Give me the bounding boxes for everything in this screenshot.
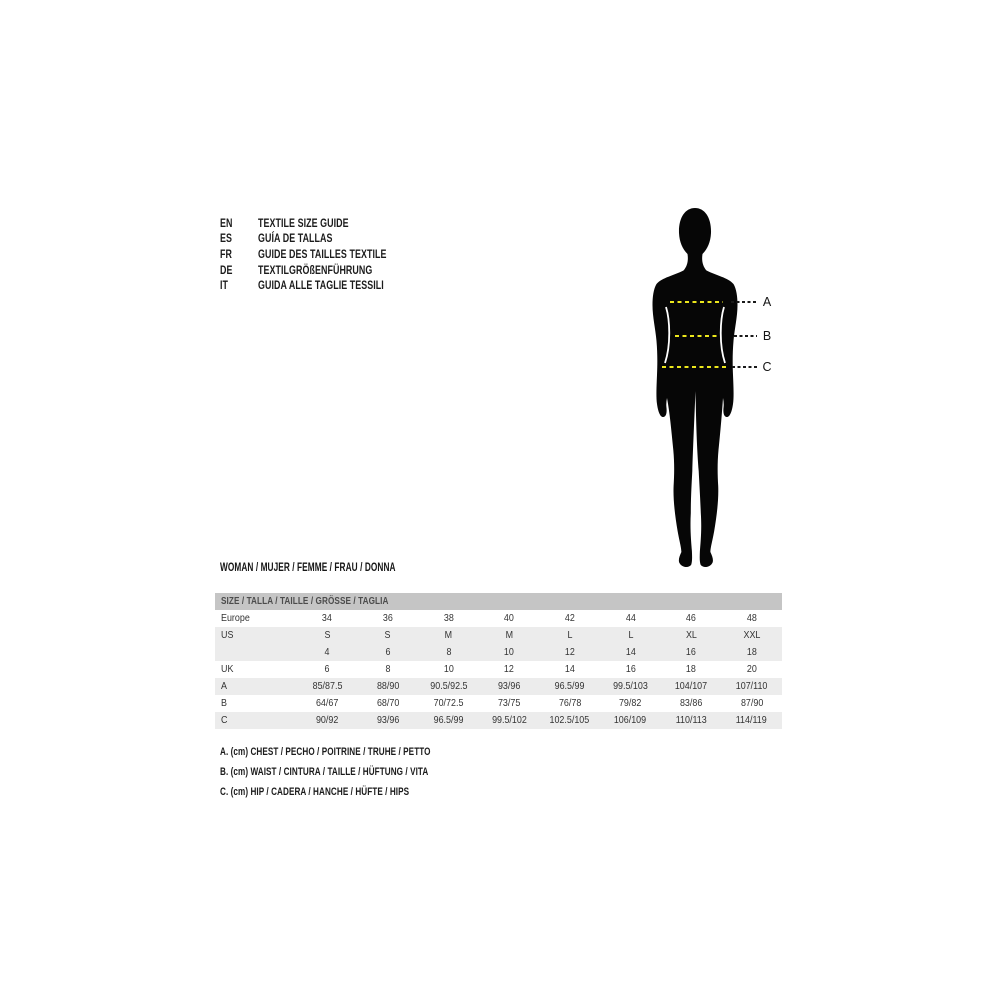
size-cell: [297, 610, 358, 627]
size-cell-text: 99.5/102: [491, 714, 527, 726]
size-cell-text: 83/86: [679, 697, 703, 709]
size-cell-text: 10: [443, 663, 454, 675]
note-text: B. (cm) WAIST / CINTURA / TAILLE / HÜFTUNG / VITA: [220, 766, 429, 778]
size-cell-text: 10: [504, 646, 515, 658]
size-cell-text: 36: [382, 612, 393, 624]
chest-dash-line: [670, 301, 723, 303]
size-cell-text: 12: [564, 646, 575, 658]
size-cell-text: 102.5/105: [549, 714, 590, 726]
language-code-text: FR: [220, 246, 232, 261]
size-cell-text: 96.5/99: [433, 714, 464, 726]
row-label: [215, 712, 297, 729]
size-cell-text: 8: [385, 663, 391, 675]
size-cell: [297, 712, 358, 729]
size-cell: [721, 695, 782, 712]
size-cell: [721, 661, 782, 678]
size-cell: [600, 712, 661, 729]
language-title-text: TEXTILE SIZE GUIDE: [258, 215, 349, 230]
row-label: [215, 695, 297, 712]
size-cell-text: XXL: [743, 629, 761, 641]
size-cell-text: 42: [564, 612, 575, 624]
size-cell: [600, 627, 661, 644]
size-cell: [540, 610, 601, 627]
row-label-text: US: [221, 629, 234, 641]
size-cell: [418, 661, 479, 678]
size-cell-text: 88/90: [376, 680, 400, 692]
language-title-text: GUÍA DE TALLAS: [258, 231, 333, 246]
row-label: [215, 644, 297, 661]
size-cell: [721, 644, 782, 661]
size-cell: [661, 678, 722, 695]
size-cell: [358, 610, 419, 627]
size-cell: [540, 678, 601, 695]
size-cell: [600, 610, 661, 627]
hip-dash-line: [662, 366, 726, 368]
size-cell: [479, 644, 540, 661]
size-cell: [661, 610, 722, 627]
language-code-text: ES: [220, 231, 233, 246]
table-row: [215, 644, 782, 661]
size-cell-text: 114/119: [736, 714, 768, 726]
size-cell-text: 68/70: [376, 697, 400, 709]
size-cell: [479, 695, 540, 712]
size-cell: [418, 627, 479, 644]
language-row: [220, 215, 432, 231]
size-cell: [600, 678, 661, 695]
size-cell-text: 8: [446, 646, 452, 658]
table-row: [215, 695, 782, 712]
size-cell-text: M: [505, 629, 513, 641]
row-label: [215, 661, 297, 678]
size-cell-text: 104/107: [674, 680, 708, 692]
size-cell: [540, 695, 601, 712]
size-cell: [661, 695, 722, 712]
size-cell-text: 38: [443, 612, 454, 624]
size-cell-text: L: [627, 629, 633, 641]
size-cell: [479, 661, 540, 678]
note-text: A. (cm) CHEST / PECHO / POITRINE / TRUHE / PETTO: [220, 746, 431, 758]
size-cell: [418, 678, 479, 695]
language-code: [220, 231, 258, 245]
size-table-header: SIZE / TALLA / TAILLE / GRÖSSE / TAGLIA: [215, 593, 782, 610]
language-title: [258, 216, 380, 230]
language-code-text: EN: [220, 215, 233, 230]
size-cell: [479, 678, 540, 695]
language-title-text: GUIDA ALLE TAGLIE TESSILI: [258, 278, 384, 293]
size-cell: [721, 627, 782, 644]
size-cell: [418, 712, 479, 729]
language-list: [220, 215, 432, 293]
table-row: [215, 712, 782, 729]
size-cell: [358, 661, 419, 678]
size-table-body: [215, 610, 782, 729]
size-cell-text: L: [567, 629, 573, 641]
language-row: [220, 277, 432, 293]
measurement-label-a: A: [762, 295, 772, 309]
table-row: [215, 610, 782, 627]
size-cell: [297, 661, 358, 678]
size-cell: [358, 627, 419, 644]
size-cell-text: 64/67: [316, 697, 339, 709]
size-cell: [297, 695, 358, 712]
size-cell-text: 85/87.5: [312, 680, 343, 692]
size-cell: [540, 644, 601, 661]
size-cell: [297, 644, 358, 661]
size-cell: [358, 712, 419, 729]
size-cell-text: 6: [324, 663, 330, 675]
size-cell-text: 70/72.5: [433, 697, 464, 709]
language-code: [220, 278, 258, 292]
chest-leader-line: [731, 301, 757, 303]
size-cell: [479, 610, 540, 627]
size-cell-text: 79/82: [619, 697, 642, 709]
size-cell-text: 87/90: [740, 697, 763, 709]
size-cell: [297, 627, 358, 644]
size-cell-text: 16: [625, 663, 636, 675]
language-row: [220, 262, 432, 278]
size-cell: [479, 627, 540, 644]
size-cell-text: 46: [686, 612, 697, 624]
size-table: [215, 593, 782, 729]
size-cell-text: 93/96: [376, 714, 400, 726]
language-code-text: DE: [220, 262, 233, 277]
measurement-notes: [220, 742, 505, 802]
table-row: [215, 627, 782, 644]
size-cell-text: 34: [322, 612, 333, 624]
size-cell-text: 106/109: [614, 714, 647, 726]
size-cell: [721, 678, 782, 695]
table-row: [215, 678, 782, 695]
size-cell-text: M: [444, 629, 453, 641]
size-cell: [358, 678, 419, 695]
size-cell: [600, 644, 661, 661]
row-label: [215, 610, 297, 627]
language-code-text: IT: [220, 278, 229, 293]
size-cell-text: 14: [625, 646, 636, 658]
size-cell-text: 16: [686, 646, 697, 658]
language-title: [258, 278, 428, 292]
size-cell: [600, 661, 661, 678]
size-cell-text: 44: [625, 612, 636, 624]
size-cell-text: 18: [686, 663, 697, 675]
size-cell-text: 90.5/92.5: [429, 680, 468, 692]
waist-leader-line: [734, 335, 757, 337]
row-label-text: Europe: [221, 612, 250, 624]
row-label-text: UK: [221, 663, 234, 675]
language-title: [258, 263, 413, 277]
size-cell: [661, 712, 722, 729]
woman-silhouette-icon: [644, 205, 744, 575]
size-cell-text: 48: [746, 612, 757, 624]
language-title-text: TEXTILGRÖßENFÜHRUNG: [258, 262, 373, 277]
size-cell: [661, 661, 722, 678]
size-cell: [297, 678, 358, 695]
size-cell-text: 76/78: [558, 697, 581, 709]
size-cell: [540, 712, 601, 729]
size-cell: [358, 695, 419, 712]
size-cell-text: 40: [504, 612, 515, 624]
size-cell: [358, 644, 419, 661]
note-line: [220, 742, 505, 762]
hip-leader-line: [732, 366, 757, 368]
row-label-text: A: [221, 680, 227, 692]
language-title: [258, 247, 432, 261]
size-cell: [540, 661, 601, 678]
size-cell: [540, 627, 601, 644]
size-cell: [479, 712, 540, 729]
size-cell-text: 6: [385, 646, 391, 658]
size-cell-text: S: [384, 629, 391, 641]
size-cell: [600, 695, 661, 712]
row-label: [215, 627, 297, 644]
row-label-text: C: [221, 714, 228, 726]
size-cell-text: 90/92: [316, 714, 339, 726]
size-cell: [721, 712, 782, 729]
measurement-label-c: C: [762, 360, 772, 374]
language-code: [220, 216, 258, 230]
language-code: [220, 263, 258, 277]
size-cell-text: 107/110: [735, 680, 768, 692]
size-cell-text: 99.5/103: [613, 680, 648, 692]
size-cell-text: XL: [685, 629, 697, 641]
size-cell: [661, 644, 722, 661]
size-cell-text: 12: [504, 663, 515, 675]
language-row: [220, 231, 432, 247]
size-cell-text: 93/96: [498, 680, 521, 692]
size-cell: [418, 610, 479, 627]
language-title: [258, 231, 359, 245]
size-cell: [418, 695, 479, 712]
row-label-text: B: [221, 697, 227, 709]
size-cell-text: 96.5/99: [554, 680, 585, 692]
size-cell-text: 73/75: [498, 697, 521, 709]
size-cell-text: S: [324, 629, 331, 641]
table-row: [215, 661, 782, 678]
size-cell: [721, 610, 782, 627]
language-code: [220, 247, 258, 261]
size-cell-text: 110/113: [675, 714, 707, 726]
gender-heading: WOMAN / MUJER / FEMME / FRAU / DONNA: [220, 562, 396, 574]
size-cell: [661, 627, 722, 644]
size-cell-text: 14: [564, 663, 575, 675]
language-title-text: GUIDE DES TAILLES TEXTILE: [258, 246, 387, 261]
note-line: [220, 782, 505, 802]
size-cell-text: 4: [324, 646, 330, 658]
size-cell: [418, 644, 479, 661]
note-text: C. (cm) HIP / CADERA / HANCHE / HÜFTE / HIPS: [220, 786, 410, 798]
size-cell-text: 18: [746, 646, 757, 658]
size-cell-text: 20: [746, 663, 757, 675]
waist-dash-line: [675, 335, 719, 337]
measurement-label-b: B: [762, 329, 772, 343]
row-label: [215, 678, 297, 695]
language-row: [220, 246, 432, 262]
note-line: [220, 762, 505, 782]
